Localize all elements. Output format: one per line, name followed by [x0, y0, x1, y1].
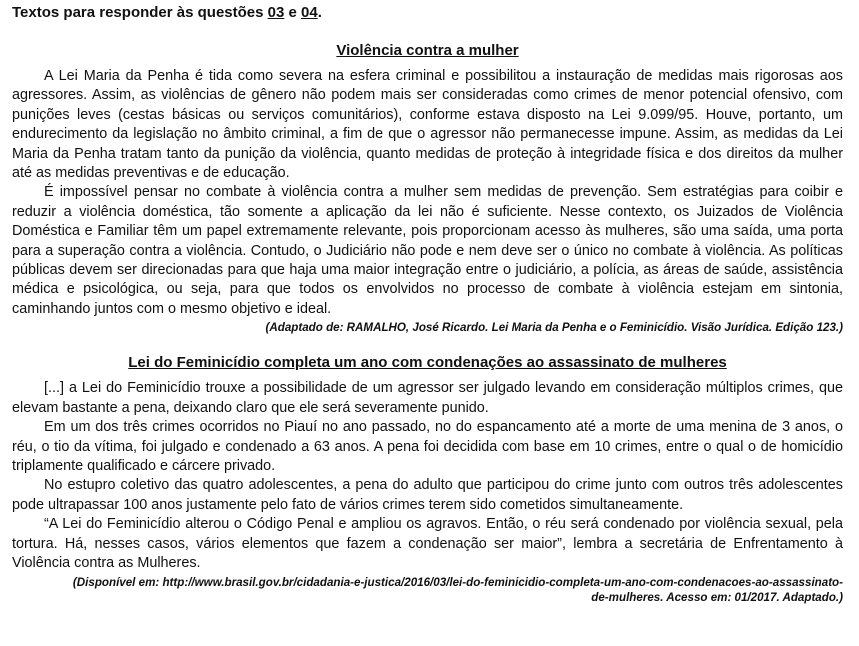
- text-2-paragraph-2: Em um dos três crimes ocorridos no Piauí no ano passado, no do espancamento até a morte de uma menina de 3 anos, o réu, o tio da vítima, foi julgado e condenado a 63 anos. A pena foi decidida com base em 10 crimes, entre o qual o de homicídio triplamente qualificado e cárcere privado.: [12, 419, 843, 474]
- text-2: [12, 354, 843, 605]
- instructions-header: [12, 4, 843, 22]
- text-2-paragraph-3: No estupro coletivo das quatro adolescentes, a pena do adulto que participou do crime junto com outros três adolescentes pode ultrapassar 100 anos justamente pelo fato de vários crimes terem sido cometidos simultaneamente.: [12, 477, 843, 513]
- header-prefix: Textos para responder às questões: [12, 4, 268, 21]
- question-number-2: 04: [301, 4, 318, 21]
- text-2-paragraph-1: [...] a Lei do Feminicídio trouxe a possibilidade de um agressor ser julgado levando em consideração múltiplos crimes, que elevam bastante a pena, deixando claro que ele será severamente punido.: [12, 380, 843, 416]
- text-2-source-line-2: de-mulheres. Acesso em: 01/2017. Adaptado.): [591, 591, 843, 605]
- text-1-paragraph-1: A Lei Maria da Penha é tida como severa na esfera criminal e possibilitou a instauração de medidas mais rigorosas aos agressores. Assim, as violências de gênero não podem mais ser consideradas como crimes de menor potencial ofensivo, com punições leves (cestas básicas ou serviços comunitários), conforme estava disposto na Lei 9.099/95. Houve, portanto, um endurecimento da legislação no âmbito criminal, a fim de que o agressor não permanecesse impune. Assim, as medidas da Lei Maria da Penha tratam tanto da punição da violência, quanto medidas de proteção à integridade física e dos direitos da mulher até as medidas preventivas e de educação.: [12, 68, 843, 182]
- text-1: [12, 42, 843, 335]
- section-gap: [12, 335, 843, 354]
- text-2-body: [12, 379, 843, 573]
- text-1-title: Violência contra a mulher: [336, 42, 519, 59]
- text-2-source: [12, 575, 843, 605]
- text-1-source: (Adaptado de: RAMALHO, José Ricardo. Lei Maria da Penha e o Feminicídio. Visão Jurídica. Edição 123.): [265, 321, 843, 335]
- text-2-paragraph-4: “A Lei do Feminicídio alterou o Código Penal e ampliou os agravos. Então, o réu será condenado por violência sexual, pela tortura. Há, nesses casos, vários elementos que fazem a condenação ser maior”, lembra a secretária de Enfrentamento à Violência contra as Mulheres.: [12, 516, 843, 571]
- text-1-body: [12, 67, 843, 319]
- question-number-1: 03: [267, 4, 285, 21]
- text-2-title: Lei do Feminicídio completa um ano com condenações ao assassinato de mulheres: [128, 354, 727, 372]
- header-middle: e: [284, 4, 302, 21]
- text-2-source-line-1: (Disponível em: http://www.brasil.gov.br/cidadania-e-justica/2016/03/lei-do-feminicidio-completa-um-ano-com-condenacoes-ao-assassinato-: [72, 576, 843, 590]
- text-1-paragraph-2: É impossível pensar no combate à violência contra a mulher sem medidas de prevenção. Sem estratégias para coibir e reduzir a violência doméstica, tão somente a aplicação da lei não é suficiente. Nesse contexto, os Juizados de Violência Doméstica e Familiar têm um papel extremamente relevante, pois proporcionam acesso às mulheres, são uma saída, uma porta para a superação contra a violência. Contudo, o Judiciário não pode e nem deve ser o único no combate à violência. As políticas públicas devem ser direcionadas para que haja uma maior integração entre o judiciário, a polícia, as áreas de saúde, assistência médica e psicológica, ou seja, para que todos os envolvidos no processo de combate à violência estejam em sintonia, caminhando juntos com o mesmo objetivo e ideal.: [12, 184, 843, 317]
- header-suffix: .: [317, 4, 322, 21]
